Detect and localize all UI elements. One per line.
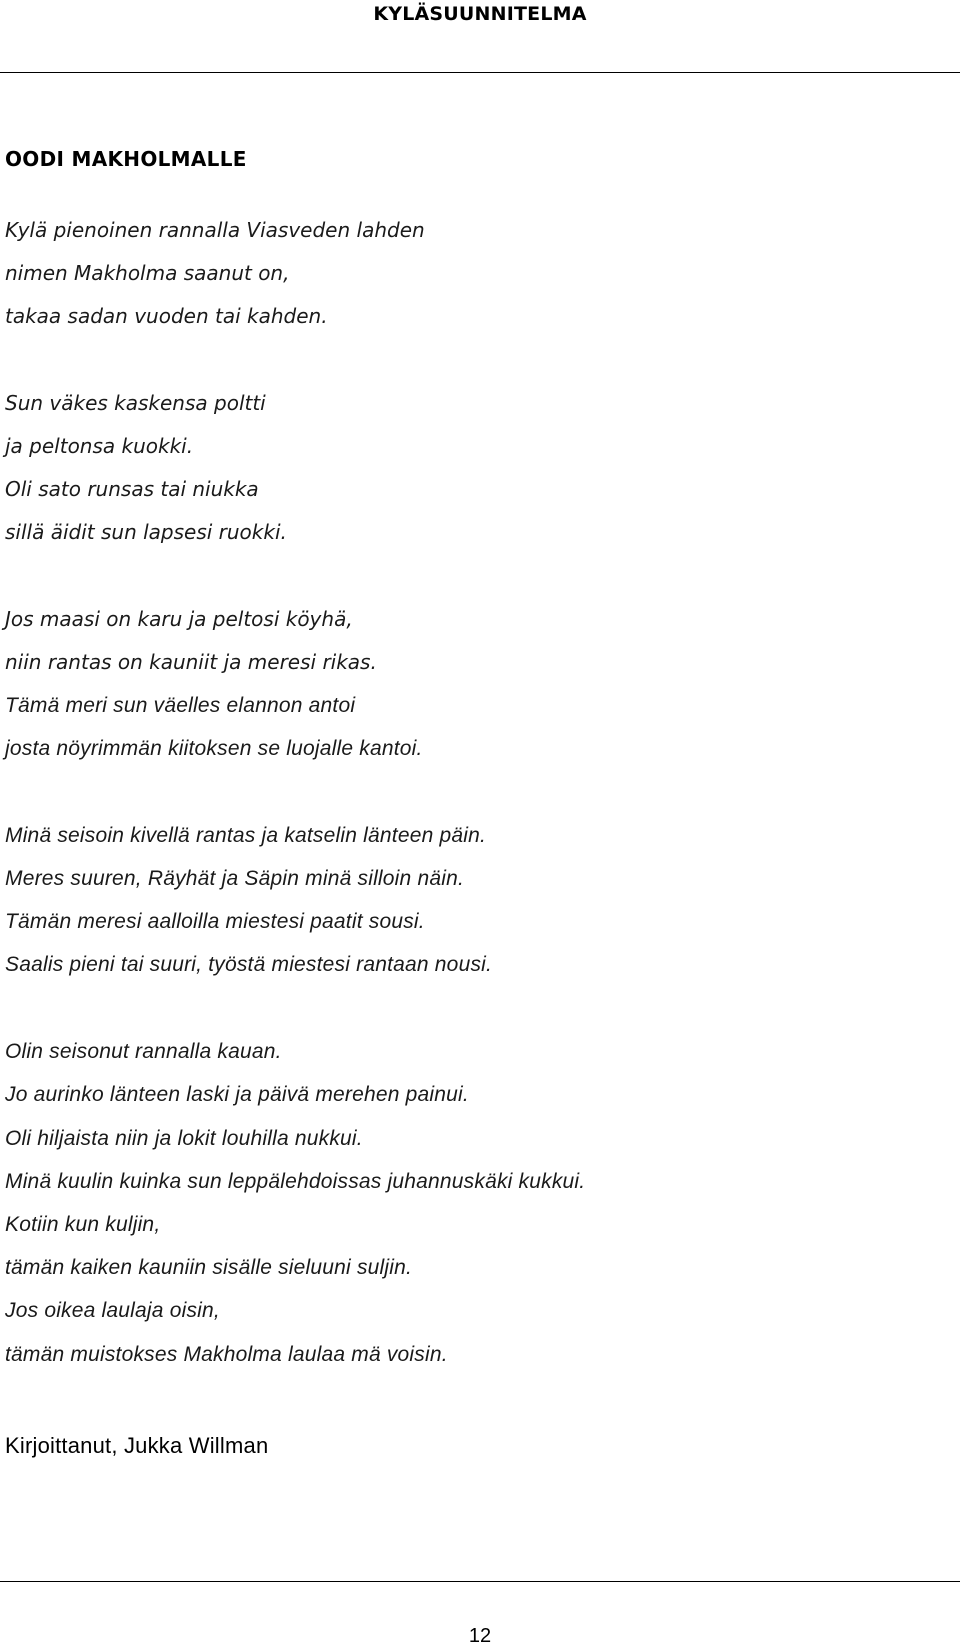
poem-line: Kotiin kun kuljin, bbox=[5, 1213, 161, 1236]
poem-line: Oli hiljaista niin ja lokit louhilla nukkui. bbox=[5, 1127, 363, 1150]
poem-line: josta nöyrimmän kiitoksen se luojalle kantoi. bbox=[5, 737, 423, 760]
poem-line: ja peltonsa kuokki. bbox=[5, 434, 194, 458]
poem-line: Minä seisoin kivellä rantas ja katselin länteen päin. bbox=[5, 824, 487, 847]
poem-line: Jos maasi on karu ja peltosi köyhä, bbox=[5, 607, 353, 631]
poem-line: tämän muistokses Makholma laulaa mä voisin. bbox=[5, 1343, 448, 1366]
poem-line: Sun väkes kaskensa poltti bbox=[5, 391, 266, 415]
poem-line: Minä kuulin kuinka sun leppälehdoissas juhannuskäki kukkui. bbox=[5, 1170, 586, 1193]
poem-line: Saalis pieni tai suuri, työstä miestesi rantaan nousi. bbox=[5, 953, 493, 976]
poem-line: takaa sadan vuoden tai kahden. bbox=[5, 304, 328, 328]
poem-line: Olin seisonut rannalla kauan. bbox=[5, 1040, 282, 1063]
poem-title: OODI MAKHOLMALLE bbox=[5, 147, 247, 171]
page-number: 12 bbox=[468, 1625, 492, 1647]
poem-line: Jo aurinko länteen laski ja päivä merehen painui. bbox=[5, 1083, 469, 1106]
poem-line: Tämä meri sun väelles elannon antoi bbox=[5, 694, 356, 717]
poem-line: tämän kaiken kauniin sisälle sieluuni suljin. bbox=[5, 1256, 413, 1279]
header-divider bbox=[0, 72, 960, 73]
poem-line: Jos oikea laulaja oisin, bbox=[5, 1299, 220, 1322]
poem-line: sillä äidit sun lapsesi ruokki. bbox=[5, 520, 287, 544]
poem-line: Kylä pienoinen rannalla Viasveden lahden bbox=[5, 218, 425, 242]
page-header-title: KYLÄSUUNNITELMA bbox=[373, 3, 587, 25]
poem-line: nimen Makholma saanut on, bbox=[5, 261, 290, 285]
poem-line: Meres suuren, Räyhät ja Säpin minä silloin näin. bbox=[5, 867, 464, 890]
poem-line: Oli sato runsas tai niukka bbox=[5, 477, 259, 501]
poem-line: niin rantas on kauniit ja meresi rikas. bbox=[5, 650, 377, 674]
poem-line: Tämän meresi aalloilla miestesi paatit sousi. bbox=[5, 910, 425, 933]
footer-divider bbox=[0, 1581, 960, 1582]
author-credit: Kirjoittanut, Jukka Willman bbox=[5, 1433, 269, 1458]
